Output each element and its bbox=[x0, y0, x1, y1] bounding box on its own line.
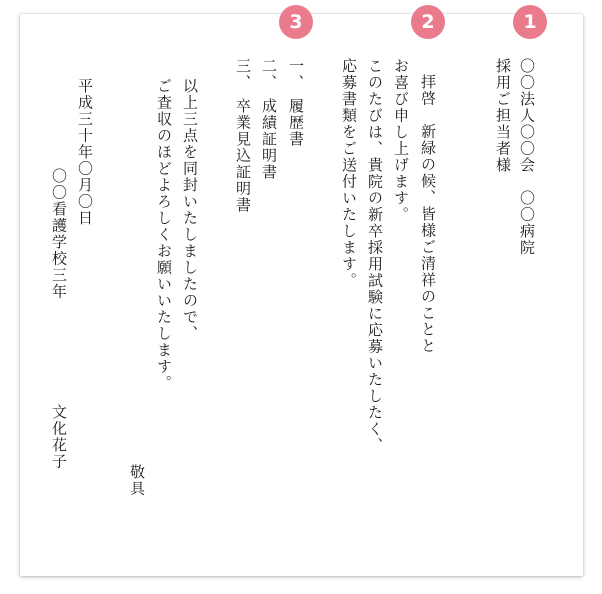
enclosure-3-text: 卒業見込証明書 bbox=[234, 98, 252, 214]
closing-line: 以上三点を同封いたしましたので、 bbox=[181, 78, 199, 342]
letter-date: 平成三十年〇月〇日 bbox=[76, 78, 94, 227]
recipient-department: 採用ご担当者様 bbox=[494, 58, 512, 174]
badge-2: 2 bbox=[411, 5, 445, 39]
greeting-line: 拝啓 新緑の候、皆様ご清祥のことと bbox=[419, 74, 437, 355]
recipient-organization: 〇〇法人〇〇会 〇〇病院 bbox=[518, 58, 536, 256]
enclosure-2-number: 二、 bbox=[260, 58, 278, 91]
purpose-line: このたびは、貴院の新卒採用試験に応募いたしたく、 bbox=[366, 58, 384, 454]
purpose-line-2: 応募書類をご送付いたします。 bbox=[340, 58, 358, 289]
sign-off: 敬具 bbox=[128, 464, 146, 497]
enclosure-3-number: 三、 bbox=[234, 58, 252, 91]
closing-line-2: ご査収のほどよろしくお願いいたします。 bbox=[155, 78, 173, 392]
greeting-line-2: お喜び申し上げます。 bbox=[392, 58, 410, 223]
badge-3: 3 bbox=[279, 5, 313, 39]
enclosure-1-text: 履歴書 bbox=[287, 98, 305, 148]
sender-school: 〇〇看護学校三年 bbox=[50, 168, 68, 300]
sender-name: 文化花子 bbox=[50, 404, 68, 470]
enclosure-1-number: 一、 bbox=[287, 58, 305, 91]
badge-1: 1 bbox=[513, 5, 547, 39]
enclosure-2-text: 成績証明書 bbox=[260, 98, 278, 181]
